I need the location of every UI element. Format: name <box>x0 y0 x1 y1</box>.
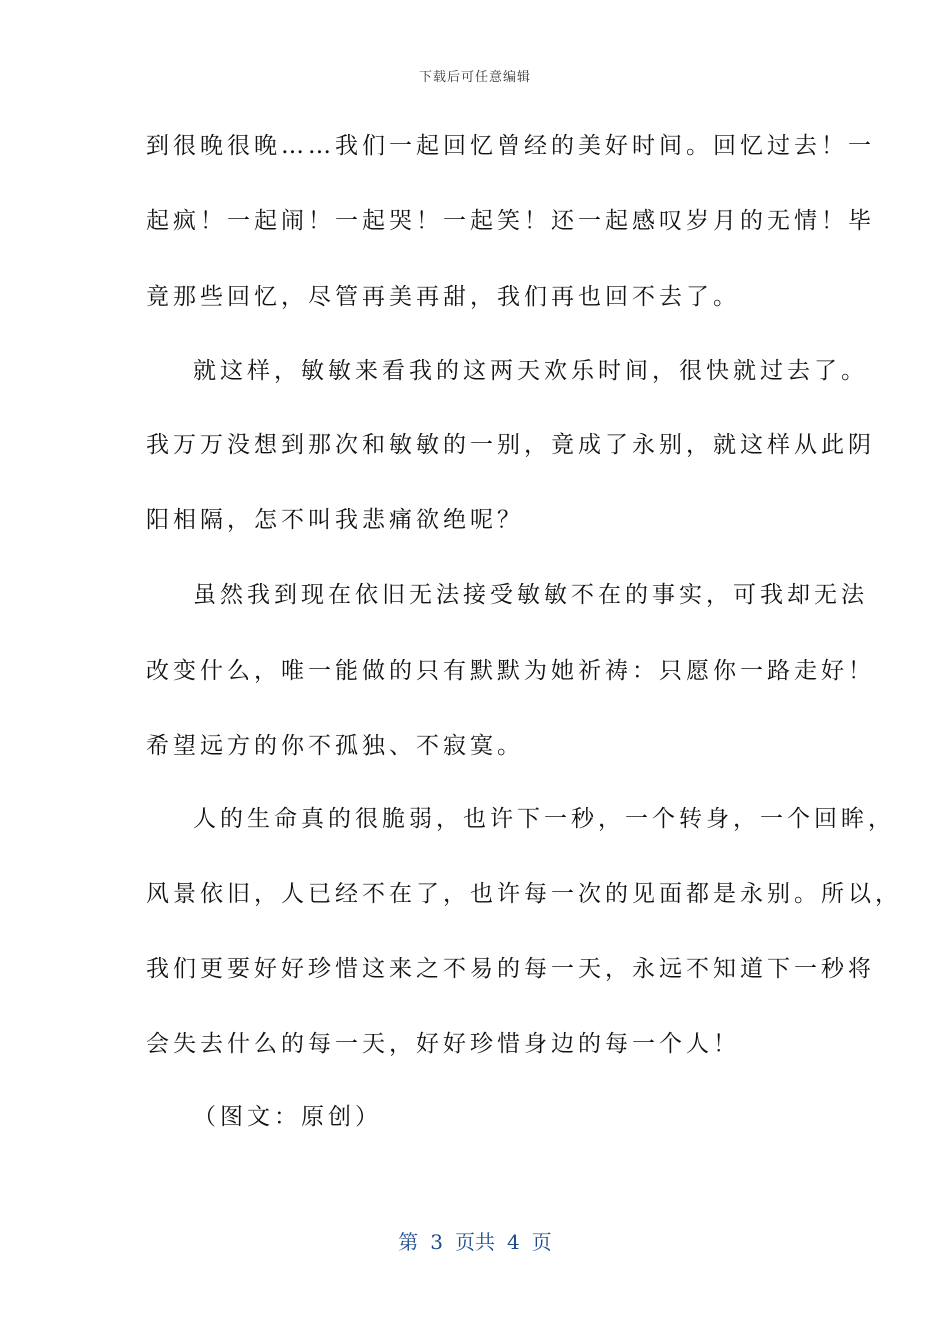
text-line: 阳相隔，怎不叫我悲痛欲绝呢？ <box>146 507 524 533</box>
source-note: （图文：原创） <box>193 1104 382 1130</box>
paragraph-first-line: 人的生命真的很脆弱，也许下一秒，一个转身，一个回眸， <box>193 806 895 832</box>
text-line: 到很晚很晚……我们一起回忆曾经的美好时间。回忆过去！一 <box>146 133 875 159</box>
text-line: 改变什么，唯一能做的只有默默为她祈祷：只愿你一路走好！ <box>146 658 875 684</box>
footer-middle: 页共 <box>455 1230 495 1254</box>
page-header: 下载后可任意编辑 <box>418 70 531 85</box>
text-line: 竟那些回忆，尽管再美再甜，我们再也回不去了。 <box>146 284 740 310</box>
text-line: 起疯！一起闹！一起哭！一起笑！还一起感叹岁月的无情！毕 <box>146 208 875 234</box>
current-page-number: 3 <box>430 1230 443 1254</box>
footer-suffix: 页 <box>531 1230 552 1254</box>
paragraph-first-line: 就这样，敏敏来看我的这两天欢乐时间，很快就过去了。 <box>193 358 868 384</box>
text-line: 风景依旧，人已经不在了，也许每一次的见面都是永别。所以， <box>146 881 902 907</box>
text-line: 我们更要好好珍惜这来之不易的每一天，永远不知道下一秒将 <box>146 956 875 982</box>
page-footer <box>0 1226 950 1255</box>
text-line: 会失去什么的每一天，好好珍惜身边的每一个人！ <box>146 1031 740 1057</box>
text-line: 希望远方的你不孤独、不寂寞。 <box>146 733 524 759</box>
footer-prefix: 第 <box>398 1230 419 1254</box>
paragraph-first-line: 虽然我到现在依旧无法接受敏敏不在的事实，可我却无法 <box>193 582 868 608</box>
total-pages-number: 4 <box>507 1230 520 1254</box>
text-line: 我万万没想到那次和敏敏的一别，竟成了永别，就这样从此阴 <box>146 432 875 458</box>
